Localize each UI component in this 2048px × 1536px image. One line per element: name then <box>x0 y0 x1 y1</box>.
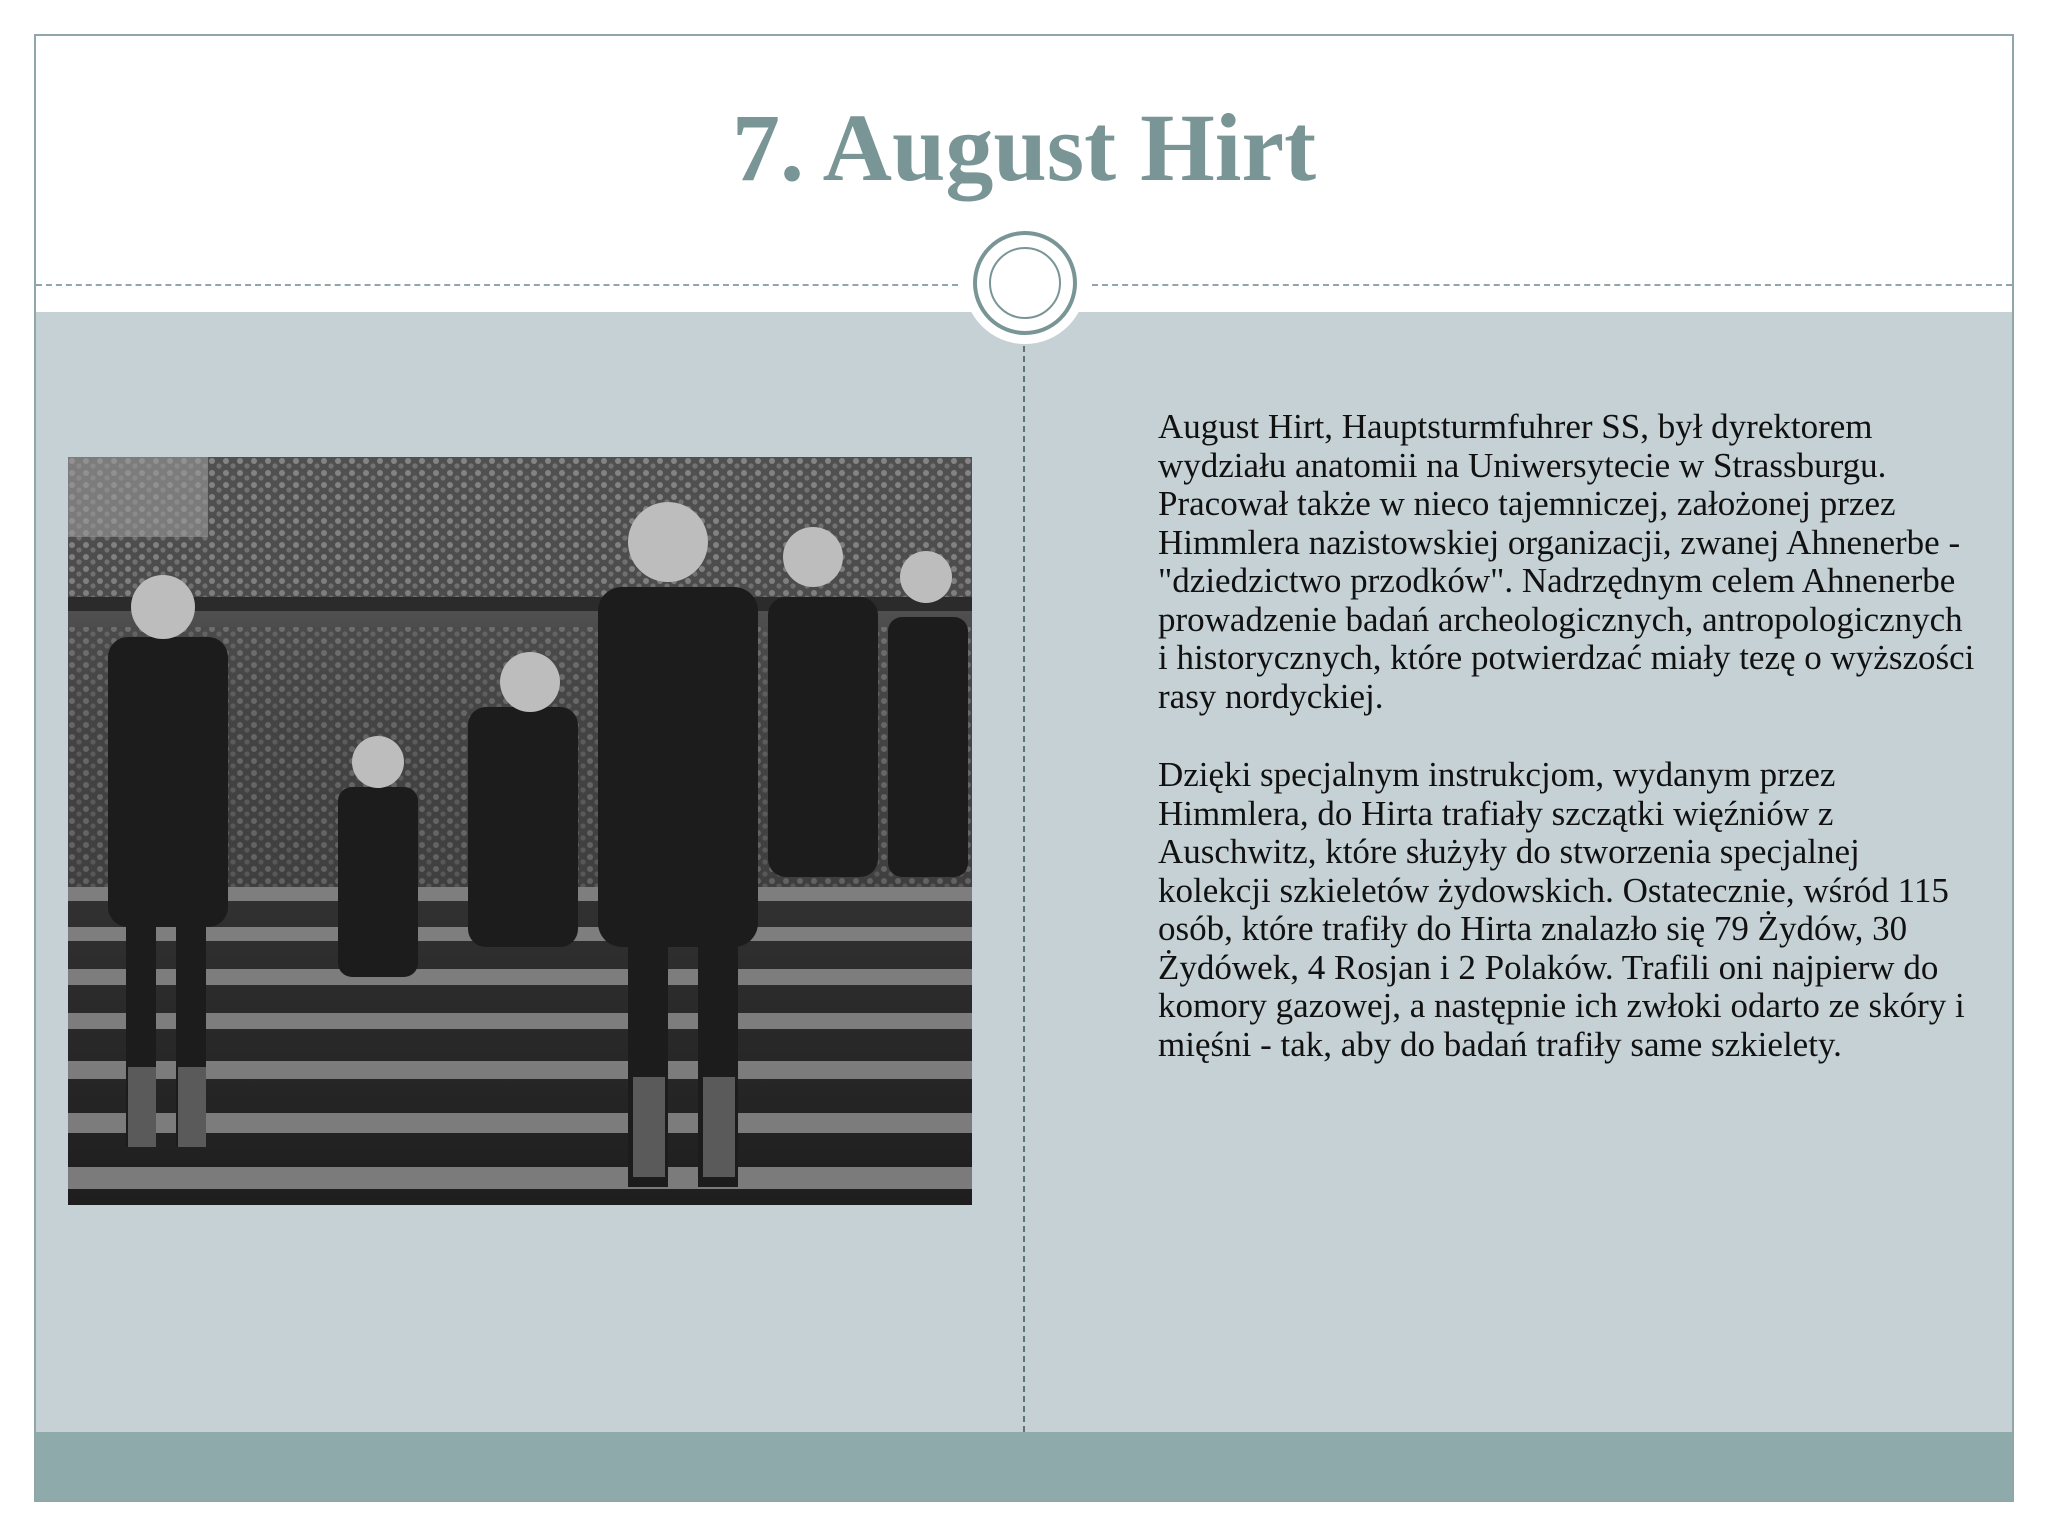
footer-bar <box>36 1432 2012 1500</box>
historical-photo <box>68 457 972 1205</box>
body-text <box>1158 408 1978 1064</box>
circle-ornament <box>973 231 1077 335</box>
title-divider-right <box>1092 284 2012 286</box>
photo-illustration <box>68 457 972 1205</box>
paragraph-1: August Hirt, Hauptsturmfuhrer SS, był dyrektorem wydziału anatomii na Uniwersytecie w Strassburgu. Pracował także w nieco tajemniczej, założonej przez Himmlera nazistowskiej organizacji, zwanej Ahnenerbe - "dziedzictwo przodków". Nadrzędnym celem Ahnenerbe prowadzenie badań archeologicznych, antropologicznych i historycznych, które potwierdzać miały tezę o wyższości rasy nordyckiej. <box>1158 407 1975 716</box>
slide-title: 7. August Hirt <box>731 94 1317 201</box>
title-divider-left <box>36 284 958 286</box>
circle-ornament-inner <box>989 247 1061 319</box>
paragraph-2: Dzięki specjalnym instrukcjom, wydanym przez Himmlera, do Hirta trafiały szczątki więźniów z Auschwitz, które służyły do stworzenia specjalnej kolekcji szkieletów żydowskich. Ostatecznie, wśród 115 osób, które trafiły do Hirta znalazło się 79 Żydów, 30 Żydówek, 4 Rosjan i 2 Polaków. Trafili oni najpierw do komory gazowej, a następnie ich zwłoki odarto ze skóry i mięśni - tak, aby do badań trafiły same szkielety. <box>1158 755 1965 1064</box>
column-divider <box>1023 346 1025 1432</box>
